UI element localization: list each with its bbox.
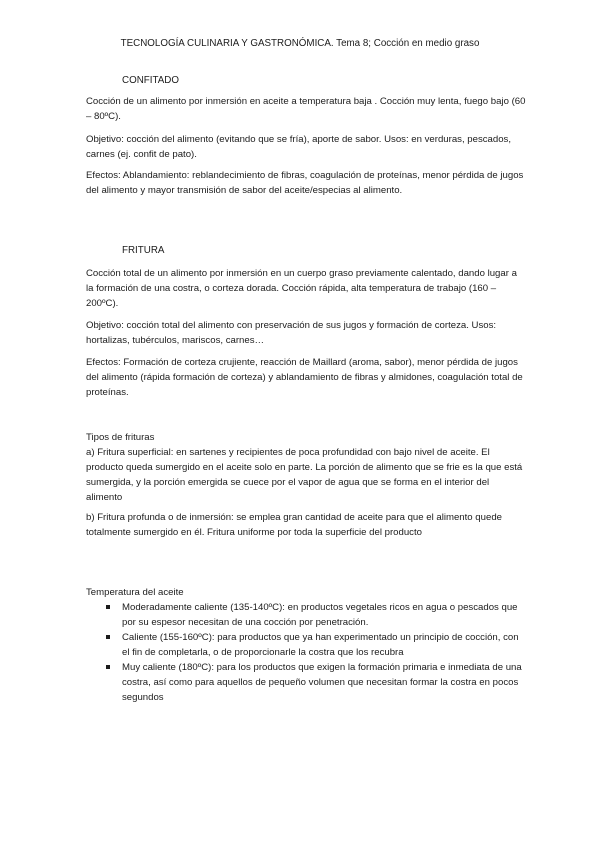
fritura-efectos: Efectos: Formación de corteza crujiente, reacción de Maillard (aroma, sabor), menor pérdida de jugos del alimento (rápida formación de corteza) y ablandamiento de fibras y almidones, coagulación total de proteínas. [86,357,523,398]
tipos-title: Tipos de frituras [86,432,155,443]
list-item: Muy caliente (180ºC): para los productos que exigen la formación primaria e inmediata de una costra, así como para aquellos de pequeño volumen que necesitan formar la costra en pocos segundos [104,660,522,705]
section-title-confitado: CONFITADO [122,75,179,86]
fritura-objetivo: Objetivo: cocción total del alimento con preservación de sus jugos y formación de corteza. Usos: hortalizas, tubérculos, mariscos, carnes… [86,320,497,346]
confitado-efectos: Efectos: Ablandamiento: reblandecimiento de fibras, coagulación de proteínas, menor pérdida de jugos del alimento y mayor transmisión de sabor del aceite/especias al alimento. [86,170,524,196]
list-item: Caliente (155-160ºC): para productos que ya han experimentado un principio de cocción, con el fin de completarla, o de proporcionarle la costra que los recubra [104,630,522,660]
page-header: TECNOLOGÍA CULINARIA Y GASTRONÓMICA. Tema 8; Cocción en medio graso [120,38,480,49]
temperatura-list [104,600,522,705]
section-title-fritura: FRITURA [122,245,165,256]
list-item: Moderadamente caliente (135-140ºC): en productos vegetales ricos en agua o pescados que por su espesor necesitan de una cocción por penetración. [104,600,522,630]
fritura-definition: Cocción total de un alimento por inmersión en un cuerpo graso previamente calentado, dando lugar a la formación de una costra, o corteza dorada. Cocción rápida, alta temperatura de trabajo (160 – 200ºC). [86,268,517,309]
confitado-objetivo: Objetivo: cocción del alimento (evitando que se fría), aporte de sabor. Usos: en verduras, pescados, carnes (ej. confit de pato). [86,134,512,160]
tipos-profunda: b) Fritura profunda o de inmersión: se emplea gran cantidad de aceite para que el alimento quede totalmente sumergido en él. Fritura uniforme por toda la superficie del producto [86,512,502,538]
temperatura-title: Temperatura del aceite [86,587,184,598]
confitado-definition: Cocción de un alimento por inmersión en aceite a temperatura baja . Cocción muy lenta, fuego bajo (60 – 80ºC). [86,96,526,122]
tipos-superficial: a) Fritura superficial: en sartenes y recipientes de poca profundidad con bajo nivel de aceite. El producto queda sumergido en el aceite solo en parte. La porción de alimento que se frie es la que está sumergida, y la porción emergida se cuece por el vapor de agua que se forma en el interior del alimento [86,447,523,503]
